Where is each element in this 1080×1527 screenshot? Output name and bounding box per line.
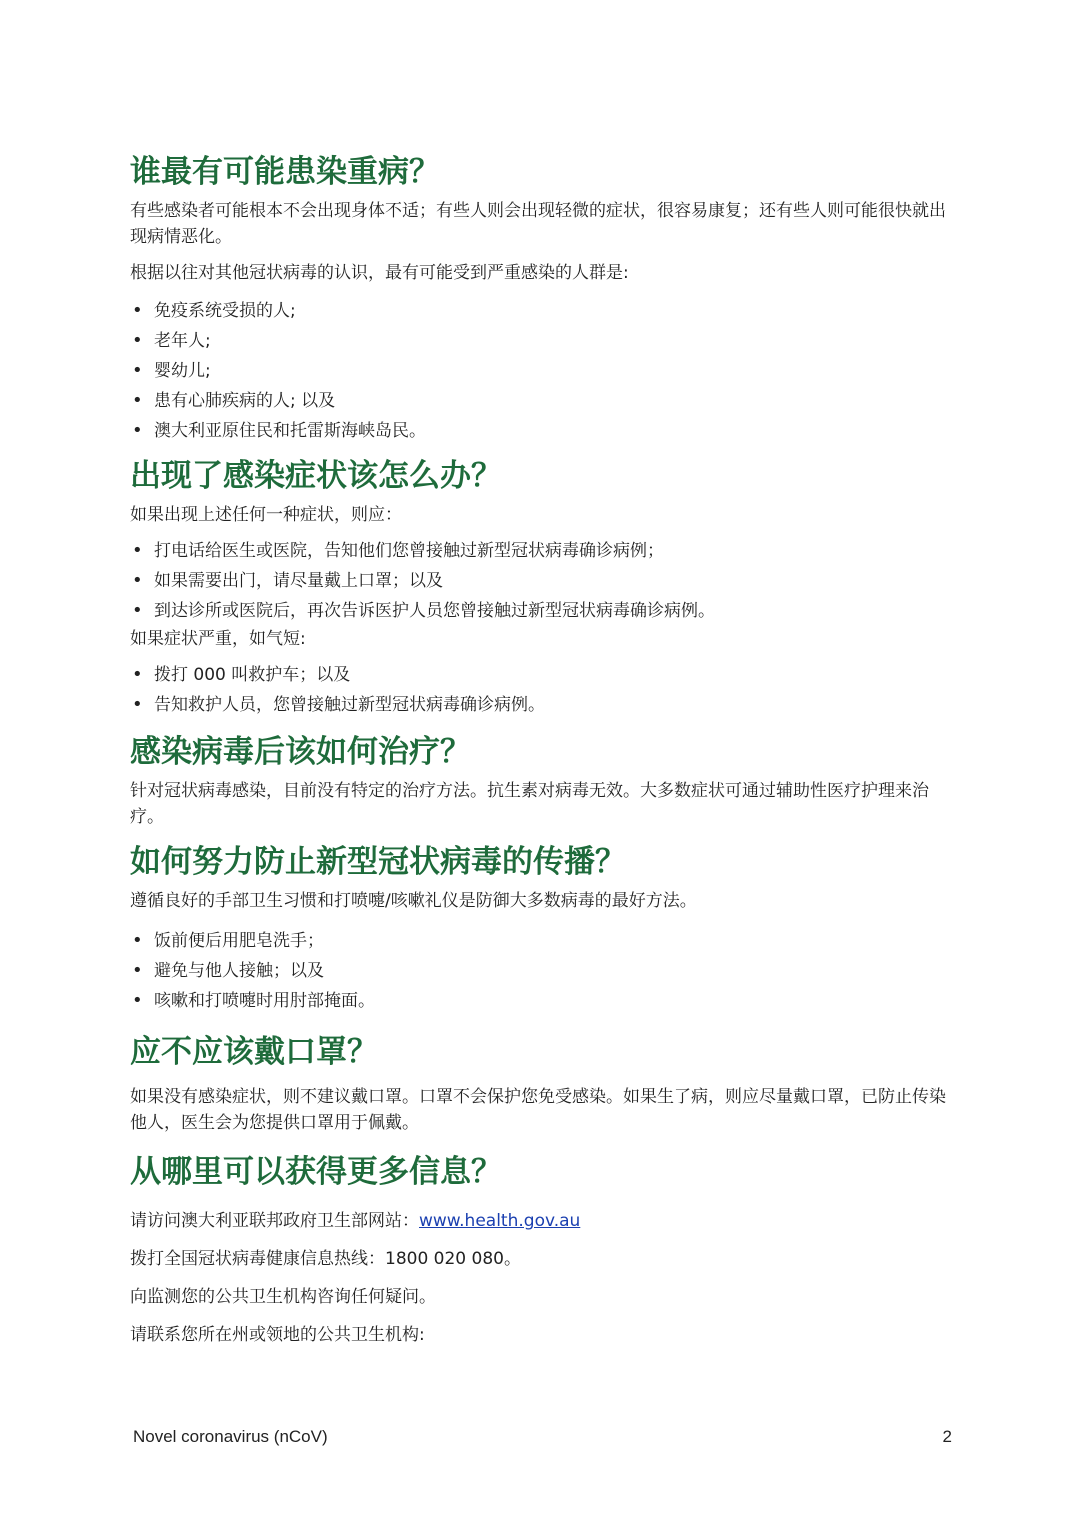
health-website-link[interactable]: www.health.gov.au [419,1211,581,1231]
list-item: • 避免与他人接触；以及 [130,956,952,986]
list-item: • 告知救护人员，您曾接触过新型冠状病毒确诊病例。 [130,690,952,720]
bullet-list [130,926,952,1016]
document-body [130,150,952,1360]
section-title: 应不应该戴口罩？ [130,1034,378,1070]
paragraph: 针对冠状病毒感染，目前没有特定的治疗方法。抗生素对病毒无效。大多数症状可通过辅助性医疗护理来治疗。 [130,781,929,827]
section-who-at-risk [130,150,952,446]
section-title: 出现了感染症状该怎么办？ [130,458,502,494]
section-masks [130,1030,952,1136]
list-item: • 老年人; [130,326,952,356]
list-item: • 打电话给医生或医院，告知他们您曾接触过新型冠状病毒确诊病例； [130,536,952,566]
section-title: 如何努力防止新型冠状病毒的传播？ [130,844,626,880]
website-line [130,1208,952,1234]
section-title: 谁最有可能患染重病？ [130,154,440,190]
list-item: • 免疫系统受损的人; [130,296,952,326]
list-item: • 澳大利亚原住民和托雷斯海峡岛民。 [130,416,952,446]
page-number: 2 [942,1427,952,1446]
paragraph: 如果没有感染症状，则不建议戴口罩。口罩不会保护您免受感染。如果生了病，则应尽量戴口罩，已防止传染他人，医生会为您提供口罩用于佩戴。 [130,1087,946,1133]
paragraph: 请联系您所在州或领地的公共卫生机构: [130,1325,425,1345]
list-item: • 拨打 000 叫救护车；以及 [130,660,952,690]
section-treatment [130,730,952,830]
list-item: • 咳嗽和打喷嚏时用肘部掩面。 [130,986,952,1016]
bullet-list [130,660,952,720]
list-item: • 患有心肺疾病的人; 以及 [130,386,952,416]
section-title: 从哪里可以获得更多信息？ [130,1154,502,1190]
section-title: 感染病毒后该如何治疗？ [130,734,471,770]
paragraph: 根据以往对其他冠状病毒的认识，最有可能受到严重感染的人群是: [130,263,629,283]
section-prevention [130,840,952,1016]
bullet-list [130,296,952,446]
page-footer [133,1427,952,1447]
section-what-to-do [130,454,952,720]
list-item: • 如果需要出门，请尽量戴上口罩；以及 [130,566,952,596]
paragraph: 有些感染者可能根本不会出现身体不适；有些人则会出现轻微的症状，很容易康复；还有些人则可能很快就出现病情恶化。 [130,201,946,247]
bullet-list [130,536,952,626]
section-more-info [130,1150,952,1348]
list-item: • 婴幼儿; [130,356,952,386]
paragraph: 如果症状严重，如气短: [130,629,306,649]
paragraph: 向监测您的公共卫生机构咨询任何疑问。 [130,1287,436,1307]
paragraph: 遵循良好的手部卫生习惯和打喷嚏/咳嗽礼仪是防御大多数病毒的最好方法。 [130,891,697,911]
list-item: • 饭前便后用肥皂洗手； [130,926,952,956]
hotline-line: 拨打全国冠状病毒健康信息热线：1800 020 080。 [130,1249,521,1269]
footer-title: Novel coronavirus (nCoV) [133,1427,328,1446]
list-item: • 到达诊所或医院后，再次告诉医护人员您曾接触过新型冠状病毒确诊病例。 [130,596,952,626]
website-prefix: 请访问澳大利亚联邦政府卫生部网站： [130,1211,419,1231]
paragraph: 如果出现上述任何一种症状，则应： [130,505,402,525]
